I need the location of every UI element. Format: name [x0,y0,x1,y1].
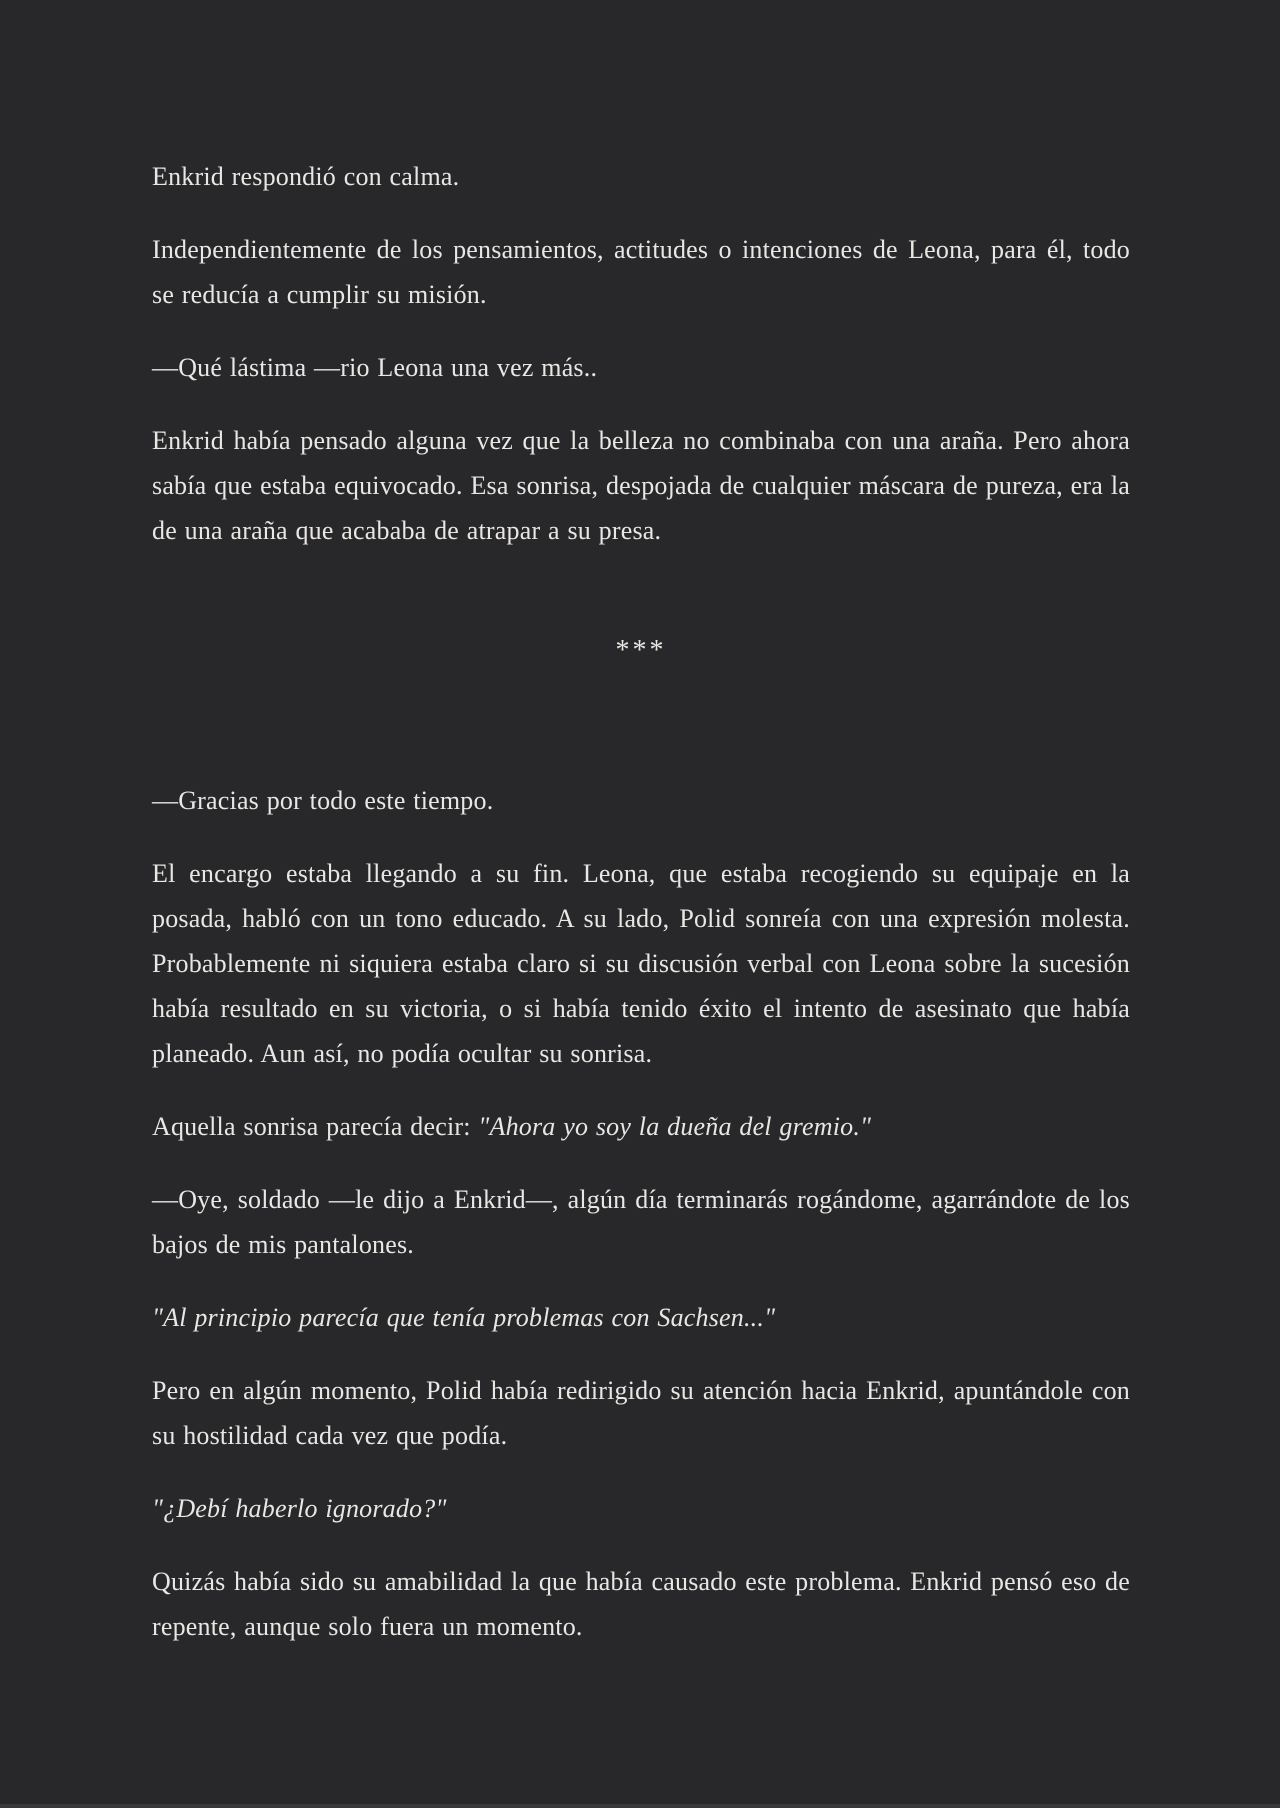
paragraph [152,1104,1130,1149]
text-segment: "Ahora yo soy la dueña del gremio." [478,1112,872,1141]
text-segment: —Oye, soldado —le dijo a Enkrid—, algún día terminarás rogándome, agarrándote de los bajos de mis pantalones. [152,1185,1130,1259]
text-segment: Enkrid respondió con calma. [152,162,460,191]
scene-break [152,628,1130,673]
text-segment: —Qué lástima —rio Leona una vez más.. [152,353,598,382]
paragraph [152,1295,1130,1340]
paragraph [152,778,1130,823]
text-segment: *** [615,635,667,666]
bottom-edge-bar [0,1804,1280,1808]
paragraph [152,1177,1130,1267]
text-segment: —Gracias por todo este tiempo. [152,786,494,815]
text-segment: "Al principio parecía que tenía problemas con Sachsen..." [152,1303,776,1332]
text-segment: Aquella sonrisa parecía decir: [152,1112,479,1141]
paragraph [152,227,1130,317]
paragraph [152,1486,1130,1531]
paragraph [152,1559,1130,1649]
paragraph [152,345,1130,390]
paragraph [152,154,1130,199]
text-segment: Enkrid había pensado alguna vez que la belleza no combinaba con una araña. Pero ahora sabía que estaba equivocado. Esa sonrisa, despojada de cualquier máscara de pureza, era la de una araña que acababa de atrapar a su presa. [152,426,1130,545]
text-segment: El encargo estaba llegando a su fin. Leona, que estaba recogiendo su equipaje en la posada, habló con un tono educado. A su lado, Polid sonreía con una expresión molesta. Probablemente ni siquiera estaba claro si su discusión verbal con Leona sobre la sucesión había resultado en su victoria, o si había tenido éxito el intento de asesinato que había planeado. Aun así, no podía ocultar su sonrisa. [152,859,1130,1068]
paragraph [152,1368,1130,1458]
text-segment: "¿Debí haberlo ignorado?" [152,1494,447,1523]
text-segment: Quizás había sido su amabilidad la que había causado este problema. Enkrid pensó eso de repente, aunque solo fuera un momento. [152,1567,1130,1641]
text-segment: Independientemente de los pensamientos, actitudes o intenciones de Leona, para él, todo se reducía a cumplir su misión. [152,235,1130,309]
paragraph [152,418,1130,553]
paragraph [152,851,1130,1076]
text-segment: Pero en algún momento, Polid había redirigido su atención hacia Enkrid, apuntándole con su hostilidad cada vez que podía. [152,1376,1130,1450]
